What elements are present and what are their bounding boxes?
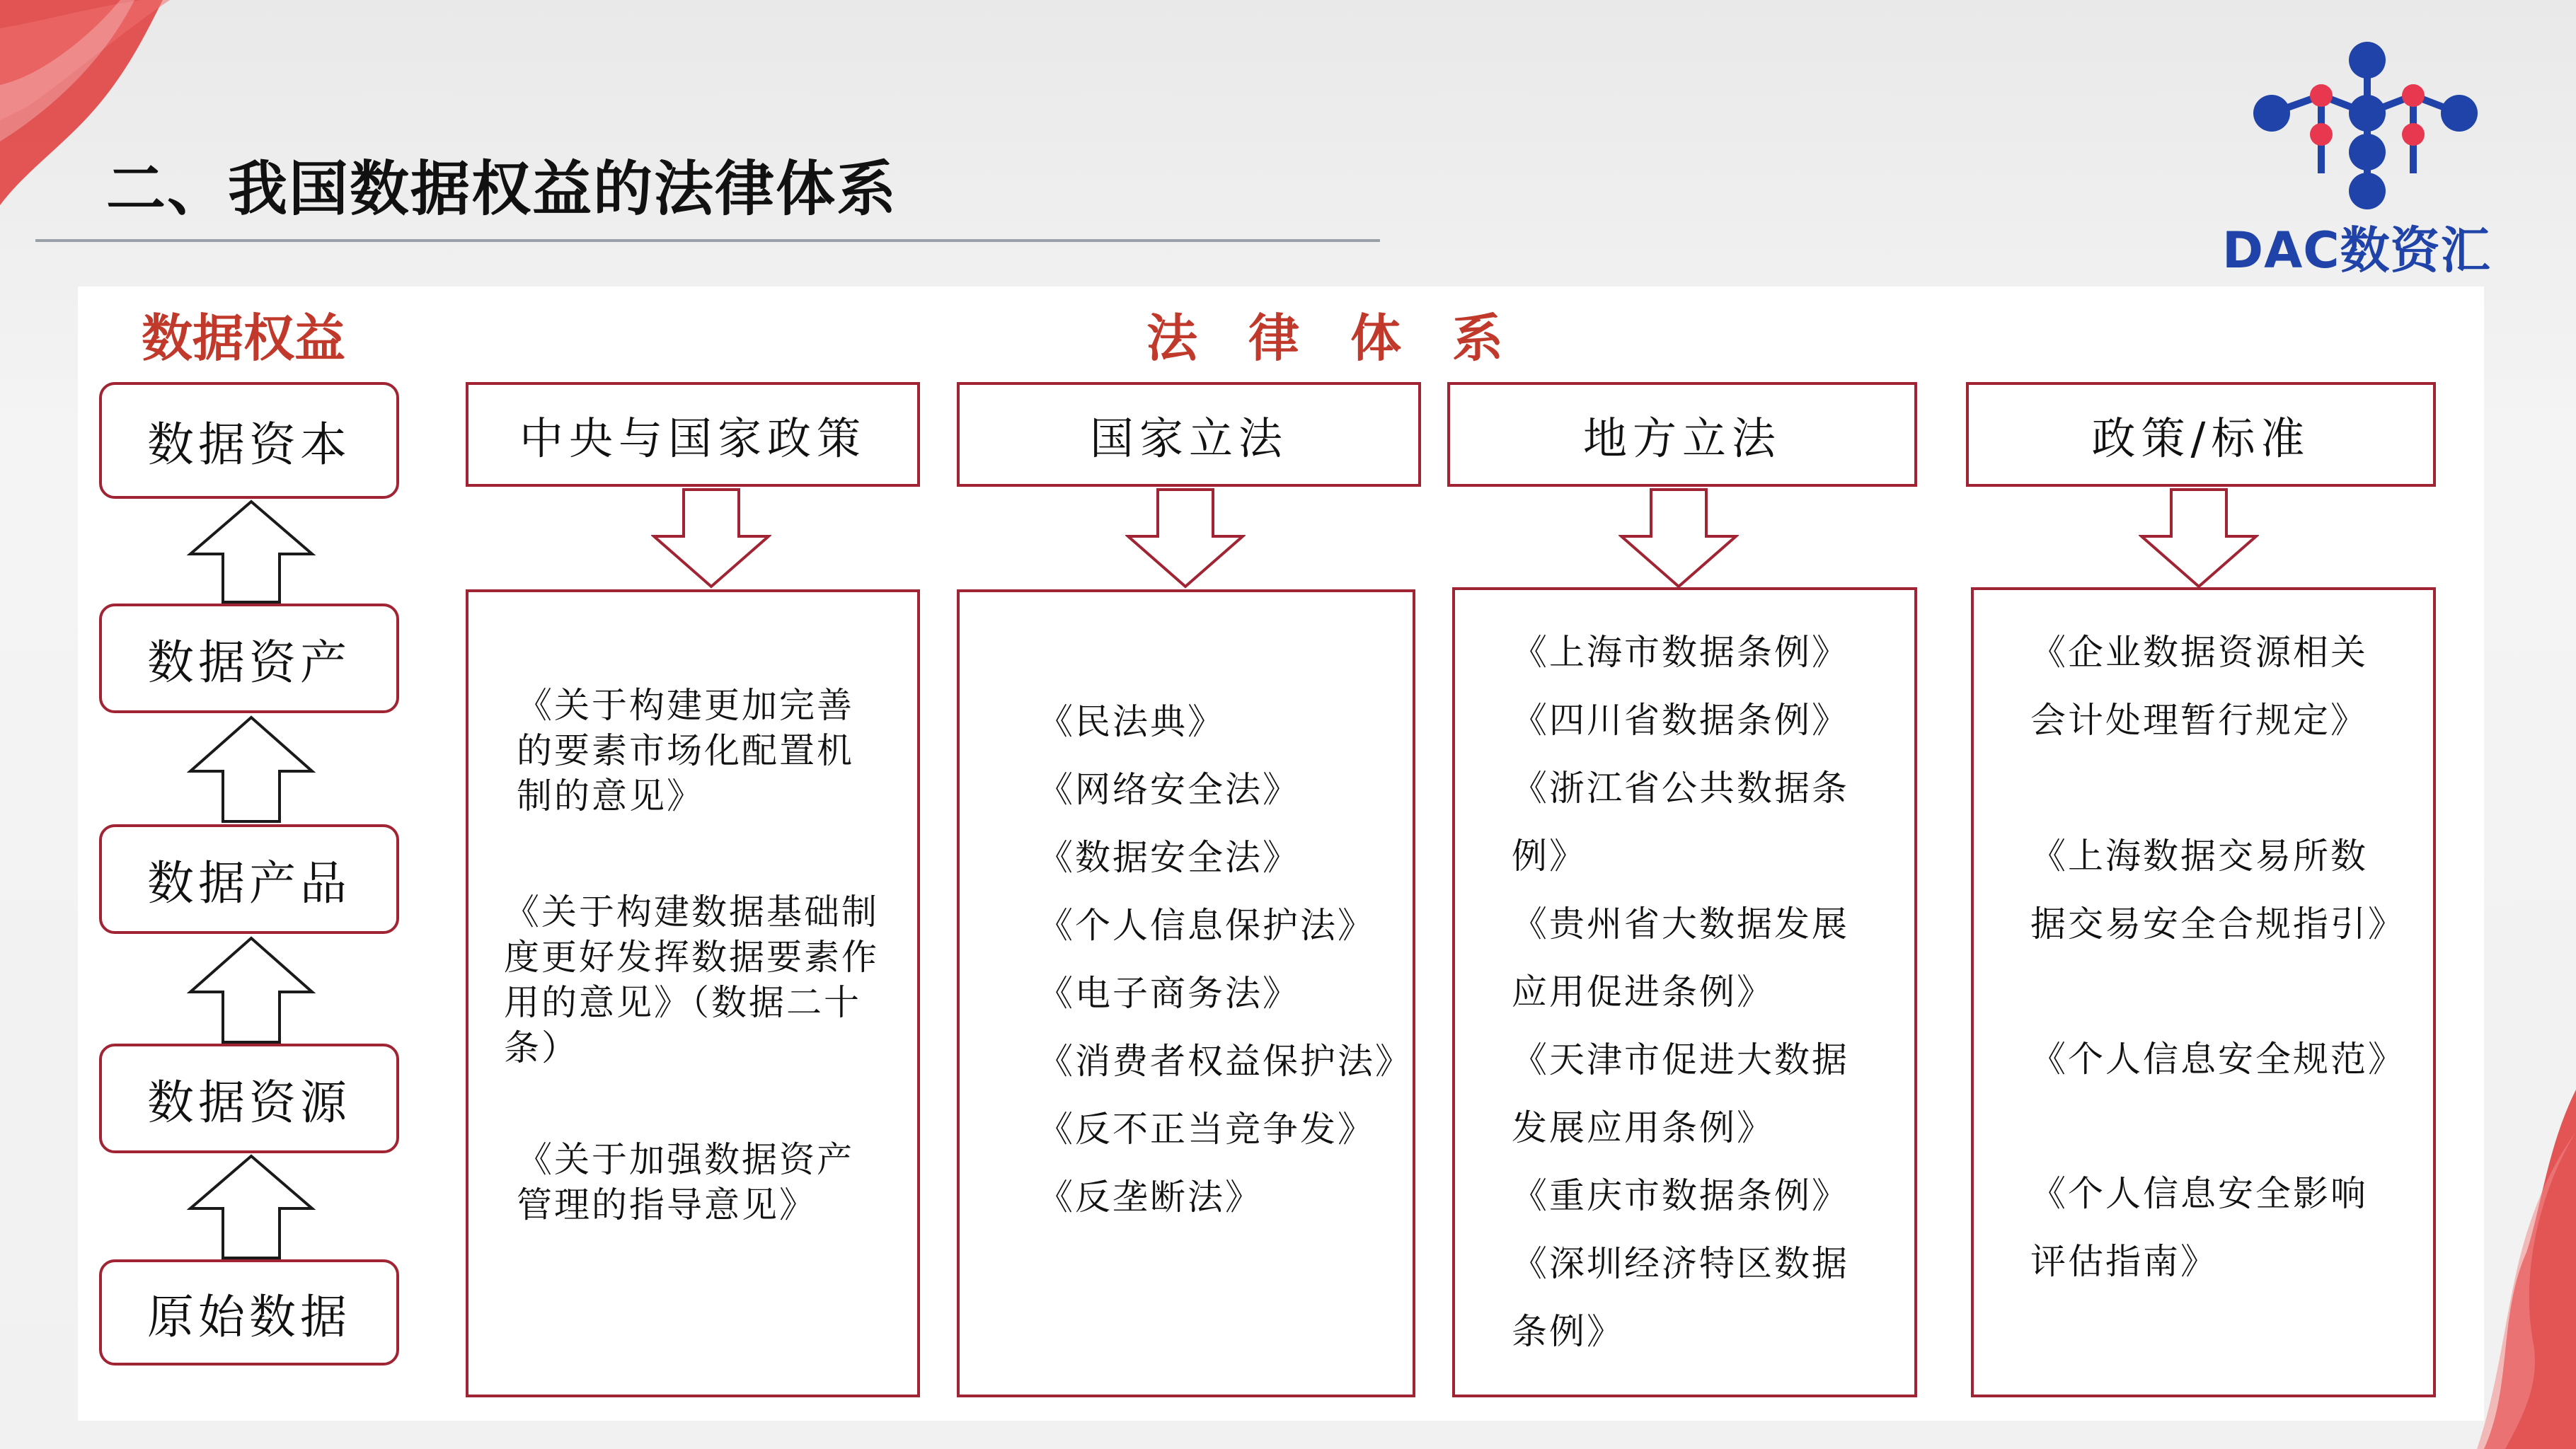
- up-arrow-icon: [180, 1153, 322, 1261]
- brand-name: DAC数资汇: [2222, 221, 2491, 279]
- content-box-central-national-policy: [466, 589, 920, 1397]
- down-arrow-icon: [651, 487, 771, 589]
- list-item: 《关于加强数据资产 管理的指导意见》: [517, 1139, 854, 1225]
- rights-heading: 数据权益: [142, 308, 346, 368]
- law-system-heading: 法 律 体 系: [1146, 308, 1504, 368]
- list-item: 《企业数据资源相关 会计处理暂行规定》: [2030, 632, 2368, 741]
- rights-box-raw-data: 原始数据: [99, 1259, 399, 1366]
- list-item: 《上海市数据条例》 《四川省数据条例》 《浙江省公共数据条 例》 《贵州省大数据发展 应用促进条例》 《天津市促进大数据 发展应用条例》 《重庆市数据条例》 《深圳经济特区数据 条例》: [1512, 632, 1849, 1352]
- down-arrow-icon: [1618, 487, 1739, 589]
- category-central-national-policy: 中央与国家政策: [466, 382, 920, 487]
- title-divider: [35, 239, 1380, 242]
- rights-box-data-capital: 数据资本: [99, 382, 399, 499]
- down-arrow-icon: [1125, 487, 1246, 589]
- list-item: 《民法典》 《网络安全法》 《数据安全法》 《个人信息保护法》 《电子商务法》 《消费者权益保护法》 《反不正当竞争发》 《反垄断法》: [1037, 701, 1413, 1218]
- rights-box-data-product: 数据产品: [99, 824, 399, 934]
- content-box-national-legislation: [957, 589, 1415, 1397]
- content-box-local-legislation: [1452, 587, 1917, 1397]
- list-item: 《关于构建数据基础制 度更好发挥数据要素作 用的意见》（数据二十 条）: [504, 891, 879, 1068]
- category-policy-standard: 政策/标准: [1966, 382, 2436, 487]
- slide-title: 二、我国数据权益的法律体系: [106, 154, 898, 224]
- category-local-legislation: 地方立法: [1447, 382, 1917, 487]
- rights-box-data-resource: 数据资源: [99, 1044, 399, 1153]
- list-item: 《上海数据交易所数 据交易安全合规指引》: [2030, 836, 2405, 945]
- content-box-policy-standard: [1971, 587, 2436, 1397]
- category-national-legislation: 国家立法: [957, 382, 1421, 487]
- rights-box-data-asset: 数据资产: [99, 604, 399, 713]
- down-arrow-icon: [2139, 487, 2259, 589]
- list-item: 《个人信息安全规范》: [2030, 1039, 2405, 1080]
- up-arrow-icon: [180, 935, 322, 1045]
- list-item: 《个人信息安全影响 评估指南》: [2030, 1173, 2368, 1282]
- up-arrow-icon: [180, 499, 322, 605]
- list-item: 《关于构建更加完善 的要素市场化配置机 制的意见》: [517, 685, 854, 816]
- up-arrow-icon: [180, 715, 322, 824]
